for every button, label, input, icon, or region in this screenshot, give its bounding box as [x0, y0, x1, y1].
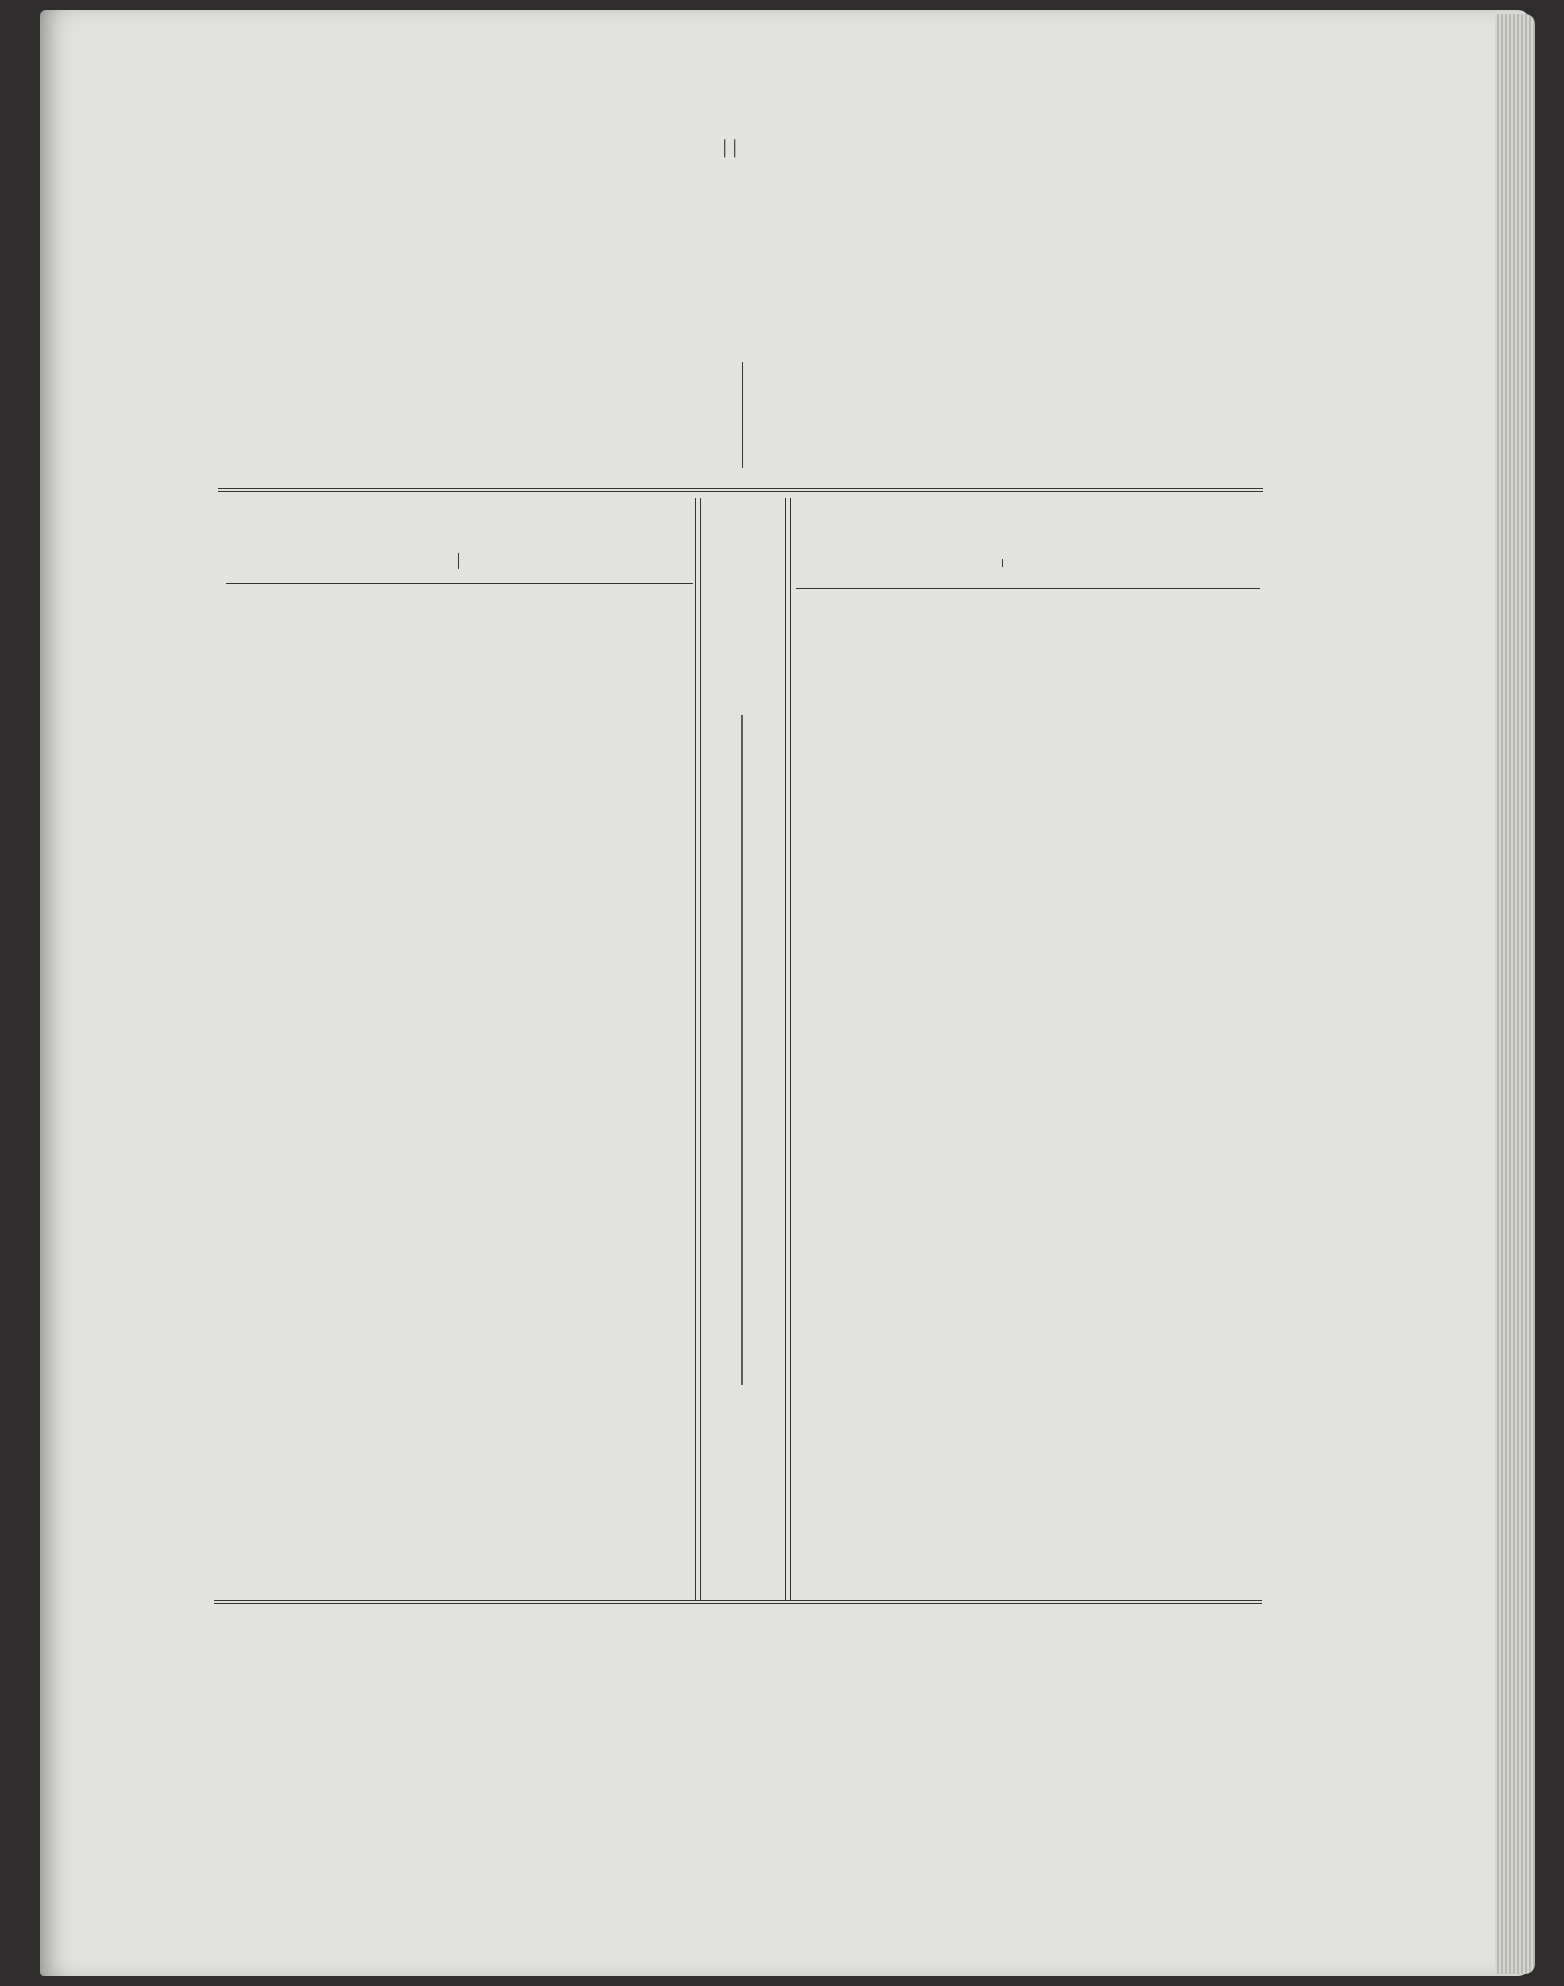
- market-fluctuations-line: | |: [722, 136, 738, 158]
- table-top-rule: [218, 488, 1263, 492]
- ornament-border-left-2: [700, 498, 701, 1600]
- scroll-ornament: [722, 715, 762, 1385]
- ornament-border-left: [695, 498, 696, 1600]
- ornament-border-right-2: [790, 498, 791, 1600]
- language-separator: [742, 362, 743, 468]
- ornament-border-right: [785, 498, 786, 1600]
- table-bottom-rule: [214, 1600, 1262, 1604]
